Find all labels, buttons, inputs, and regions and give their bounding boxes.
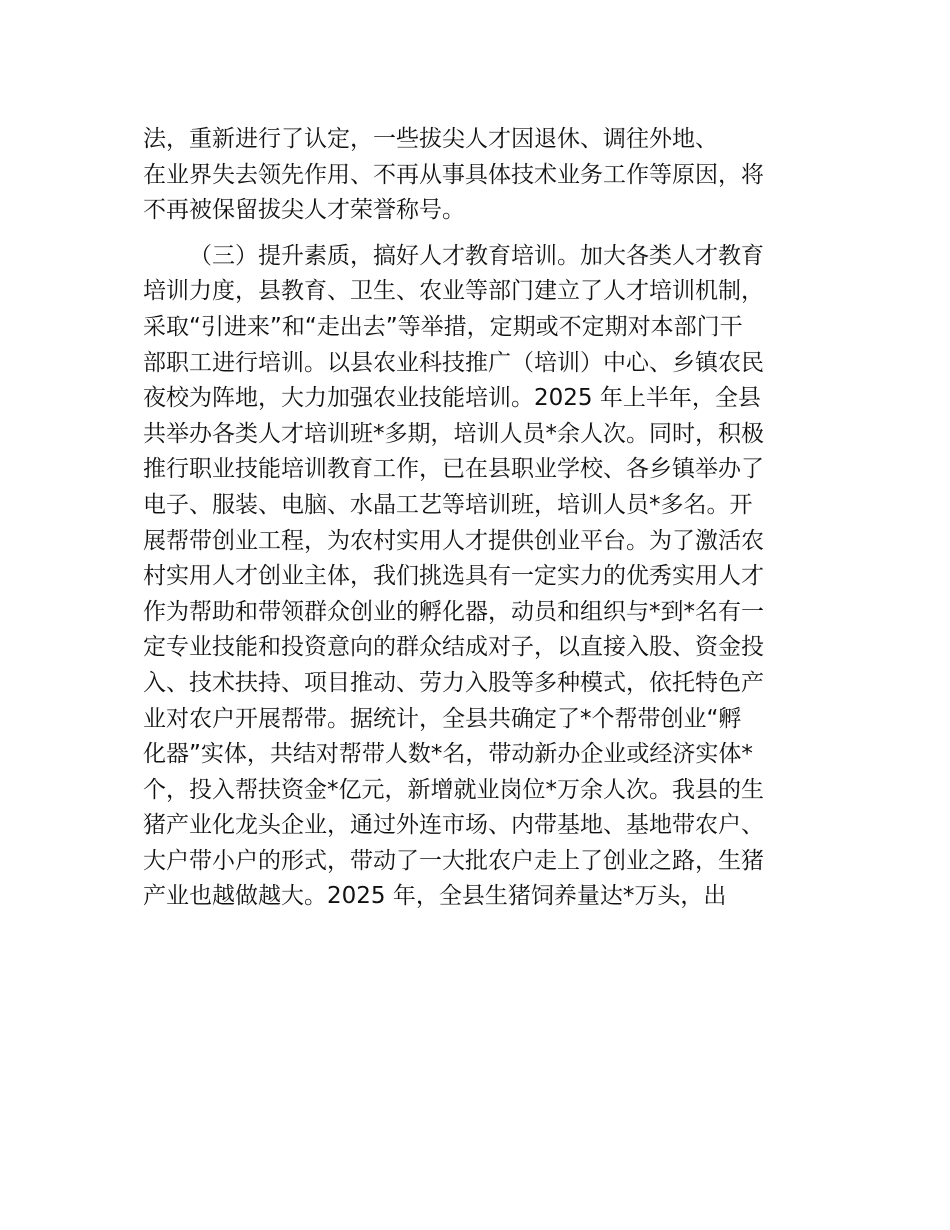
text-line: 电子、服装、电脑、水晶工艺等培训班，培训人员*多名。开	[143, 491, 753, 518]
text-line: 不再被保留拔尖人才荣誉称号。	[143, 197, 465, 224]
text-line: 在业界失去领先作用、不再从事具体技术业务工作等原因，将	[143, 161, 764, 188]
text-line: 共举办各类人才培训班*多期，培训人员*余人次。同时，积极	[143, 420, 764, 447]
text-line: 猪产业化龙头企业，通过外连市场、内带基地、基地带农户、	[143, 812, 764, 839]
text-line: 大户带小户的形式，带动了一大批农户走上了创业之路，生猪	[143, 847, 764, 874]
paragraph-2	[143, 239, 823, 915]
text-line: 培训力度，县教育、卫生、农业等部门建立了人才培训机制，	[143, 278, 764, 305]
text-line: 展帮带创业工程，为农村实用人才提供创业平台。为了激活农	[143, 527, 764, 554]
body-text	[143, 122, 823, 915]
text-line: 夜校为阵地，大力加强农业技能培训。2025 年上半年，全县	[143, 385, 761, 412]
text-line: 业对农户开展帮带。据统计，全县共确定了*个帮带创业“孵	[143, 705, 742, 732]
text-line: 个，投入帮扶资金*亿元，新增就业岗位*万余人次。我县的生	[143, 776, 764, 803]
text-line: 定专业技能和投资意向的群众结成对子，以直接入股、资金投	[143, 634, 764, 661]
text-line: 村实用人才创业主体，我们挑选具有一定实力的优秀实用人才	[143, 563, 764, 590]
text-line: 产业也越做越大。2025 年，全县生猪饲养量达*万头，出	[143, 883, 727, 910]
text-line: 推行职业技能培训教育工作，已在县职业学校、各乡镇举办了	[143, 456, 764, 483]
paragraph-spacer	[143, 229, 823, 239]
text-line: 入、技术扶持、项目推动、劳力入股等多种模式，依托特色产	[143, 669, 764, 696]
text-line: 法，重新进行了认定，一些拔尖人才因退休、调往外地、	[143, 126, 718, 152]
text-line: 部职工进行培训。以县农业科技推广（培训）中心、乡镇农民	[143, 349, 764, 376]
paragraph-1	[143, 122, 823, 229]
text-line: 采取“引进来”和“走出去”等举措，定期或不定期对本部门干	[143, 313, 743, 340]
text-line: 作为帮助和带领群众创业的孵化器，动员和组织与*到*名有一	[143, 598, 764, 625]
text-line: 化器”实体，共结对帮带人数*名，带动新办企业或经济实体*	[143, 741, 753, 768]
text-line: （三）提升素质，搞好人才教育培训。加大各类人才教育	[189, 242, 764, 269]
